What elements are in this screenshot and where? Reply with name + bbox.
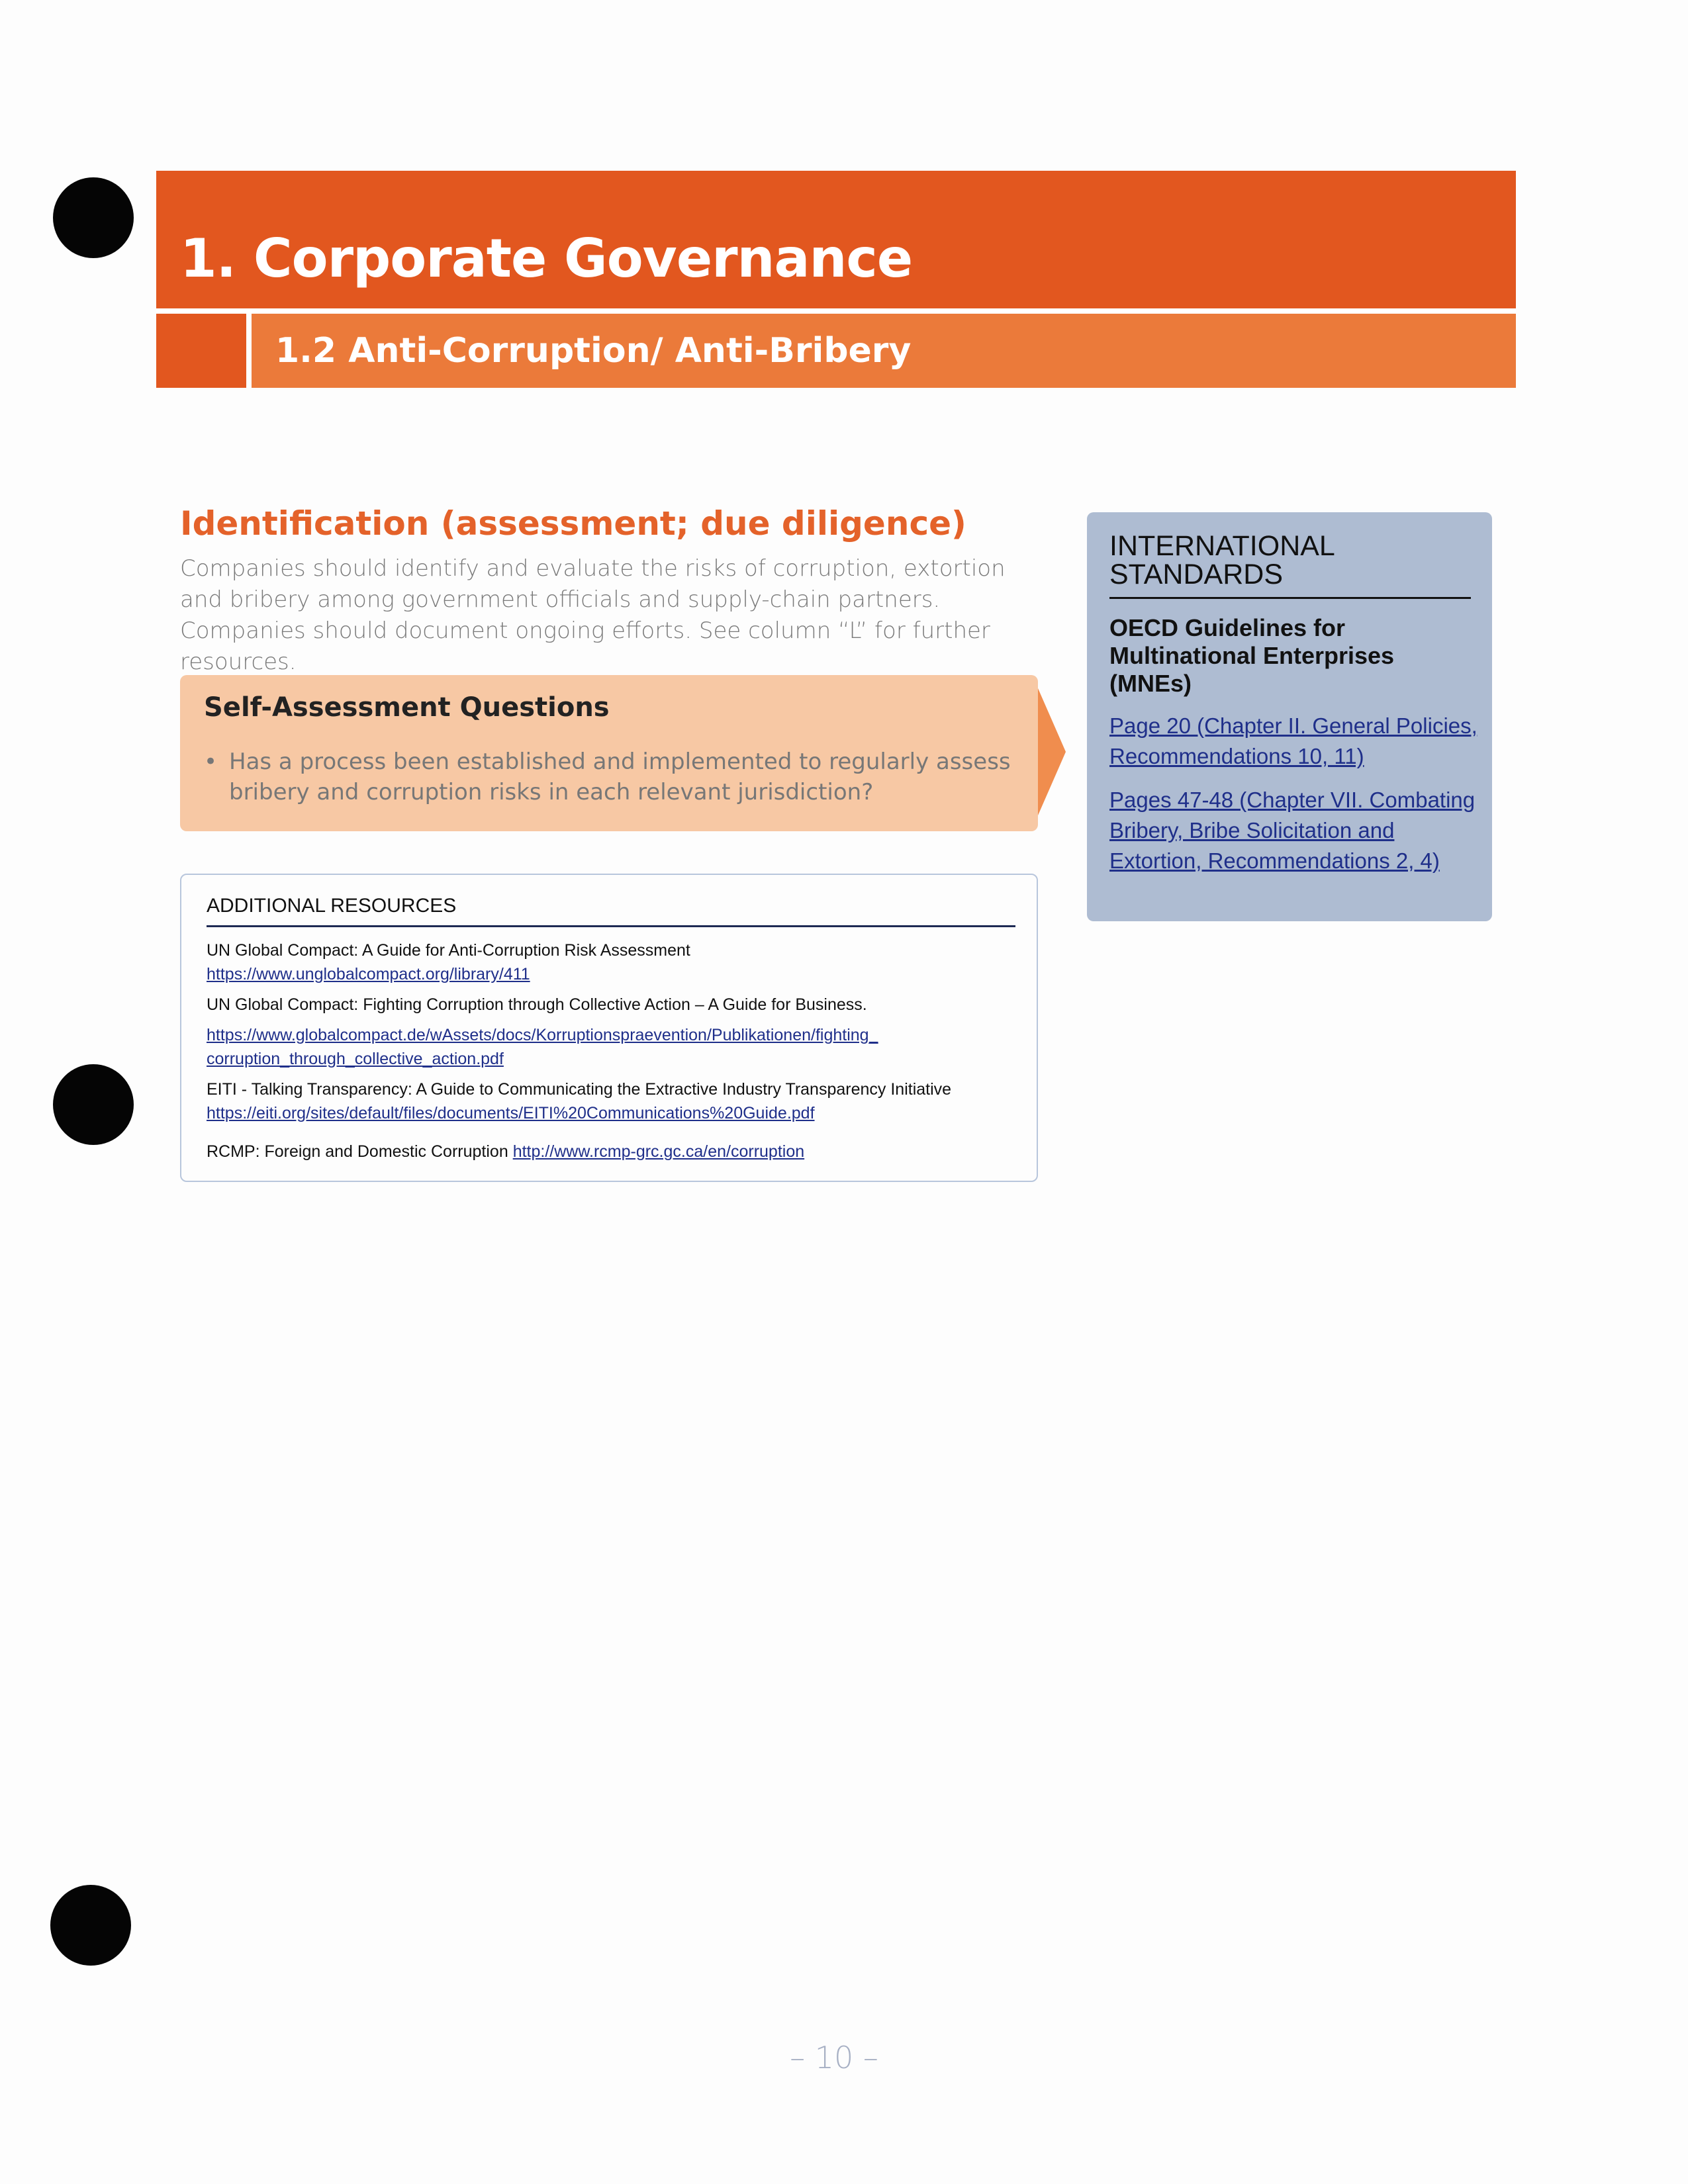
section-heading: Identification (assessment; due diligence) [180, 504, 966, 543]
resource-link[interactable]: https://www.unglobalcompact.org/library/411 [207, 965, 530, 983]
page-number: – 10 – [790, 2040, 878, 2075]
resource-link[interactable]: http://www.rcmp-grc.gc.ca/en/corruption [512, 1142, 805, 1161]
standards-subtitle: OECD Guidelines for Multinational Enterprises (MNEs) [1109, 614, 1395, 697]
additional-resources-title: ADDITIONAL RESOURCES [207, 895, 457, 917]
subbanner [252, 314, 1516, 388]
section-body: Companies should identify and evaluate the risks of corruption, extortion and bribery among government officials and supply-chain partners. Companies should document ongoing efforts. See column “L” for further resources. [180, 555, 1006, 675]
question-text: Has a process been established and implemented to regularly assess bribery and corruption risks in each relevant jurisdiction? [229, 749, 1011, 805]
resource-item [207, 1142, 804, 1161]
divider [1109, 597, 1471, 599]
banner-divider [156, 308, 1516, 314]
chapter-title: 1. Corporate Governance [180, 228, 913, 289]
punch-hole [53, 177, 134, 258]
arrow-right-icon [1038, 688, 1066, 815]
resource-text: EITI - Talking Transparency: A Guide to Communicating the Extractive Industry Transparency Initiative [207, 1080, 952, 1099]
subbanner-tab [156, 314, 246, 388]
additional-resources-box [180, 874, 1038, 1182]
resource-link[interactable]: corruption_through_collective_action.pdf [207, 1050, 504, 1068]
bullet-icon: • [204, 749, 218, 775]
section-subtitle: 1.2 Anti-Corruption/ Anti-Bribery [275, 331, 912, 371]
resource-link[interactable]: https://eiti.org/sites/default/files/documents/EITI%20Communications%20Guide.pdf [207, 1104, 815, 1122]
self-assessment-question [204, 747, 1018, 807]
divider [207, 925, 1015, 927]
punch-hole [53, 1064, 134, 1145]
resource-text: UN Global Compact: A Guide for Anti-Corruption Risk Assessment [207, 941, 690, 960]
resource-text: UN Global Compact: Fighting Corruption through Collective Action – A Guide for Business. [207, 995, 867, 1014]
punch-hole [50, 1885, 131, 1966]
international-standards-box [1087, 512, 1492, 921]
resource-link[interactable]: https://www.globalcompact.de/wAssets/docs/Korruptionspraevention/Publikationen/fighting_ [207, 1026, 878, 1044]
chapter-banner [156, 171, 1516, 308]
standards-link[interactable]: Pages 47-48 (Chapter VII. Combating Bribery, Bribe Solicitation and Extortion, Recommendations 2, 4) [1109, 788, 1476, 873]
self-assessment-box [180, 675, 1038, 831]
standards-title: INTERNATIONAL STANDARDS [1109, 530, 1335, 590]
resource-text: RCMP: Foreign and Domestic Corruption [207, 1142, 508, 1161]
self-assessment-title: Self-Assessment Questions [204, 692, 610, 723]
standards-link[interactable]: Page 20 (Chapter II. General Policies, Recommendations 10, 11) [1109, 713, 1477, 768]
